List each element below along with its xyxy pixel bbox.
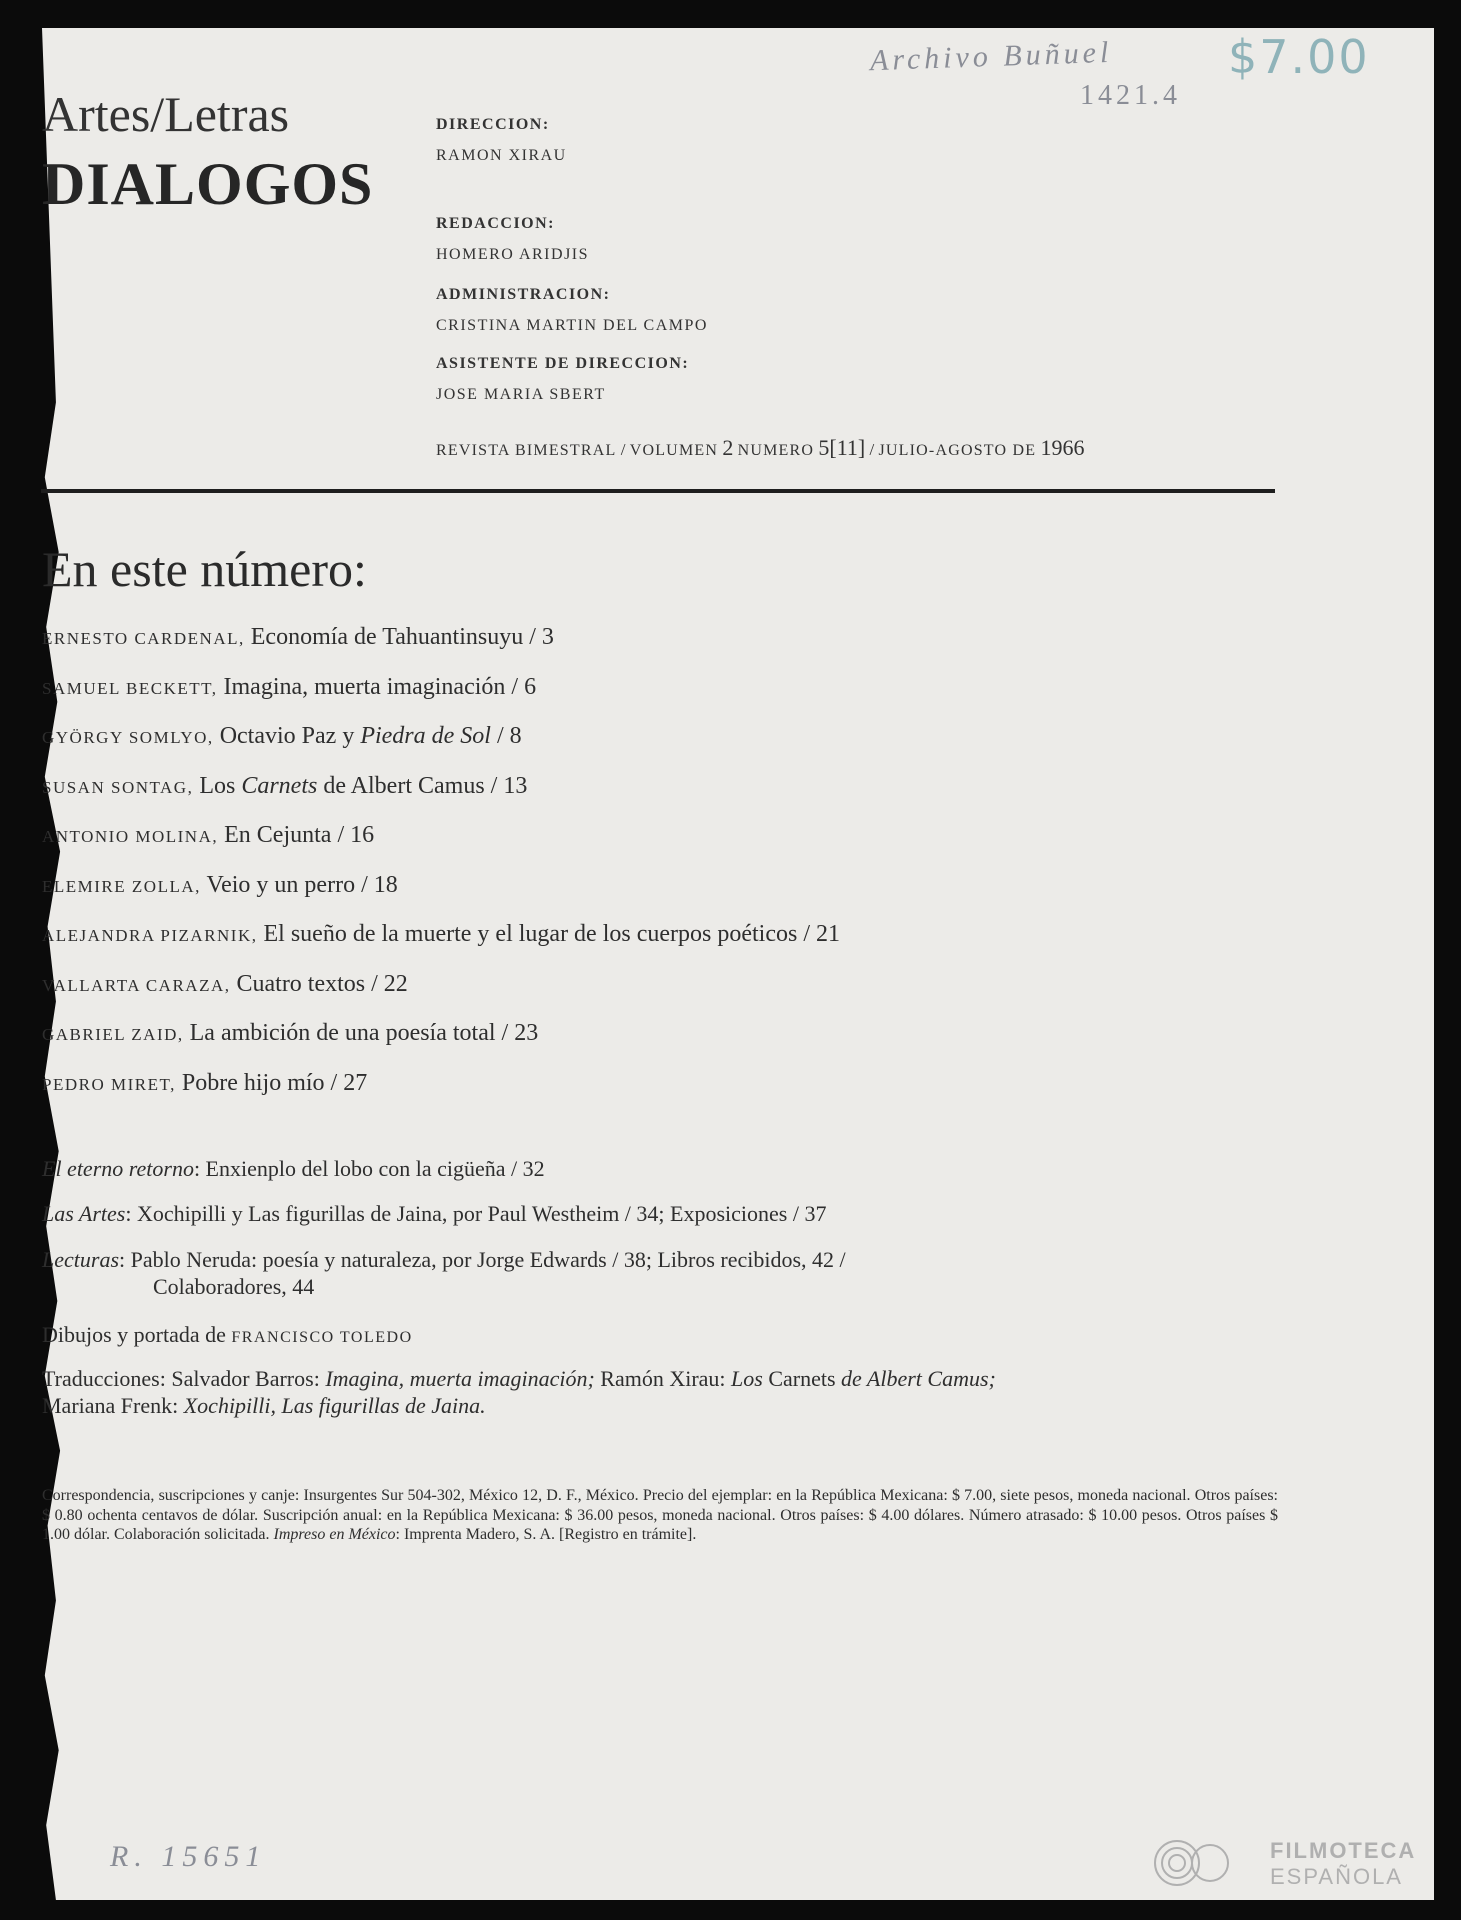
staff-role-redaccion: REDACCION:: [436, 215, 555, 232]
toc-page: / 16: [337, 822, 375, 848]
toc-title: El sueño de la muerte y el lugar de los cuerpos poéticos: [263, 921, 798, 947]
traducciones-text: Traducciones: Salvador Barros:: [42, 1366, 326, 1391]
toc-author: SAMUEL BECKETT,: [42, 679, 218, 698]
section-eterno-retorno: [42, 1156, 545, 1182]
toc-author: ERNESTO CARDENAL,: [42, 629, 245, 648]
staff-role-asistente: ASISTENTE DE DIRECCION:: [436, 355, 690, 372]
handwritten-reference: R. 15651: [110, 1840, 267, 1873]
toc-entry: [42, 822, 1322, 849]
toc-author: VALLARTA CARAZA,: [42, 976, 231, 995]
dibujos-text: Dibujos y portada de: [42, 1322, 232, 1347]
toc-page: / 6: [511, 674, 537, 700]
toc-entry: [42, 674, 1322, 701]
dibujos-credit: [42, 1322, 413, 1348]
toc-page: / 27: [330, 1070, 368, 1096]
staff-name-redaccion: HOMERO ARIDJIS: [436, 246, 590, 263]
traducciones-italic: Imagina, muerta imaginación;: [325, 1366, 595, 1391]
filmoteca-watermark: [1270, 1838, 1416, 1890]
section-text: : Pablo Neruda: poesía y naturaleza, por Jorge Edwards / 38; Libros recibidos, 42 /: [119, 1247, 846, 1272]
traducciones-line2: [42, 1393, 486, 1419]
toc-title: Los: [199, 773, 242, 799]
issue-line: [436, 435, 1084, 461]
toc-entry: [42, 921, 1322, 948]
toc-title-italic: Piedra de Sol: [360, 723, 491, 749]
section-lecturas-continued: Colaboradores, 44: [153, 1274, 315, 1299]
traducciones-text: Carnets: [762, 1366, 842, 1391]
publisher-footer: [42, 1486, 1278, 1545]
traducciones-italic: Xochipilli, Las figurillas de Jaina.: [183, 1393, 486, 1418]
traducciones-italic: Los: [731, 1366, 763, 1391]
staff-role-direccion: DIRECCION:: [436, 116, 550, 133]
toc-title: Veio y un perro: [206, 872, 356, 898]
issue-type: REVISTA BIMESTRAL: [436, 442, 617, 459]
issue-volume: 2: [722, 435, 734, 460]
section-text: : Enxienplo del lobo con la cigüeña / 32: [193, 1156, 545, 1181]
staff-name-asistente: JOSE MARIA SBERT: [436, 386, 606, 403]
issue-separator: /: [620, 440, 626, 459]
issue-separator: /: [869, 440, 875, 459]
toc-entry: [42, 723, 1322, 750]
toc-author: GYÖRGY SOMLYO,: [42, 728, 214, 747]
toc-author: ELEMIRE ZOLLA,: [42, 877, 201, 896]
toc-title: Octavio Paz y: [219, 723, 361, 749]
toc-title: En Cejunta: [224, 822, 332, 848]
masthead-dialogos: DIALOGOS: [42, 151, 374, 217]
section-label: Las Artes: [42, 1201, 126, 1226]
contents-title: En este número:: [42, 541, 367, 597]
masthead-artes-letras: Artes/Letras: [42, 86, 290, 142]
toc-title: Cuatro textos: [236, 971, 366, 997]
staff-name-administracion: CRISTINA MARTIN DEL CAMPO: [436, 317, 708, 334]
issue-volume-label: VOLUMEN: [629, 442, 719, 459]
toc-author: SUSAN SONTAG,: [42, 778, 194, 797]
traducciones-text: Mariana Frenk:: [42, 1393, 184, 1418]
toc-author: GABRIEL ZAID,: [42, 1025, 184, 1044]
toc-entry: [42, 1020, 1322, 1047]
toc-page: / 3: [529, 624, 554, 650]
toc-title: de Albert Camus: [317, 773, 485, 799]
section-text: : Xochipilli y Las figurillas de Jaina, por Paul Westheim / 34; Exposiciones / 37: [125, 1201, 827, 1226]
section-las-artes: [42, 1201, 826, 1227]
section-lecturas: [42, 1247, 846, 1273]
toc-page: / 21: [803, 921, 841, 947]
toc-page: / 18: [361, 872, 398, 898]
issue-date: JULIO-AGOSTO DE: [878, 442, 1037, 459]
toc-page: / 8: [496, 723, 522, 749]
toc-title: La ambición de una poesía total: [189, 1020, 496, 1046]
section-label: Lecturas: [42, 1247, 119, 1272]
issue-number-label: NUMERO: [737, 442, 815, 459]
toc-author: PEDRO MIRET,: [42, 1075, 176, 1094]
staff-role-administracion: ADMINISTRACION:: [436, 286, 611, 303]
traducciones-line1: [42, 1366, 996, 1392]
document-page: [42, 28, 1434, 1900]
toc-page: / 23: [501, 1020, 539, 1046]
handwritten-price: $7.00: [1228, 30, 1370, 84]
toc-entry: [42, 773, 1322, 800]
footer-text: Correspondencia, suscripciones y canje: Insurgentes Sur 504-302, México 12, D. F., México. Precio del ejemplar: en la República Mexicana: $ 7.00, siete pesos, moneda nacional. Otros países: $ 0.80 ochenta centavos de dólar. Suscripción anual: en la República Mexicana: $ 36.00 pesos, moneda nacional. Otros países: $ 4.00 dólares. Número atrasado: $ 10.00 pesos. Otros países $ 1.00 dólar. Colaboración solicitada.: [42, 1487, 1278, 1543]
issue-number: 5[11]: [818, 435, 866, 460]
issue-year: 1966: [1040, 435, 1085, 460]
handwritten-archive-number: 1421.4: [1080, 80, 1181, 111]
handwritten-archive-note: Archivo Buñuel: [869, 35, 1113, 78]
toc-title-italic: Carnets: [241, 773, 318, 799]
toc-title: Imagina, muerta imaginación: [223, 674, 506, 700]
filmoteca-logo-icon: [1152, 1838, 1232, 1888]
footer-text: : Imprenta Madero, S. A. [Registro en trámite].: [395, 1526, 697, 1543]
toc-page: / 22: [371, 971, 408, 997]
toc-entry: [42, 971, 1322, 998]
staff-name-direccion: RAMON XIRAU: [436, 147, 567, 164]
traducciones-text: Ramón Xirau:: [594, 1366, 732, 1391]
watermark-line1: FILMOTECA: [1270, 1838, 1417, 1863]
toc-entry: [42, 872, 1322, 899]
traducciones-italic: de Albert Camus;: [841, 1366, 996, 1391]
toc-title: Pobre hijo mío: [181, 1070, 325, 1096]
dibujos-artist: FRANCISCO TOLEDO: [231, 1329, 413, 1346]
watermark-line2: ESPAÑOLA: [1270, 1864, 1403, 1889]
toc-page: / 13: [490, 773, 528, 799]
toc-author: ALEJANDRA PIZARNIK,: [42, 926, 258, 945]
toc-title: Economía de Tahuantinsuyu: [250, 624, 524, 650]
toc-entry: [42, 624, 1322, 651]
header-divider: [41, 489, 1275, 493]
section-label: El eterno retorno: [42, 1156, 194, 1181]
footer-italic: Impreso en México: [273, 1526, 396, 1543]
toc-author: ANTONIO MOLINA,: [42, 827, 219, 846]
toc-entry: [42, 1070, 1322, 1097]
